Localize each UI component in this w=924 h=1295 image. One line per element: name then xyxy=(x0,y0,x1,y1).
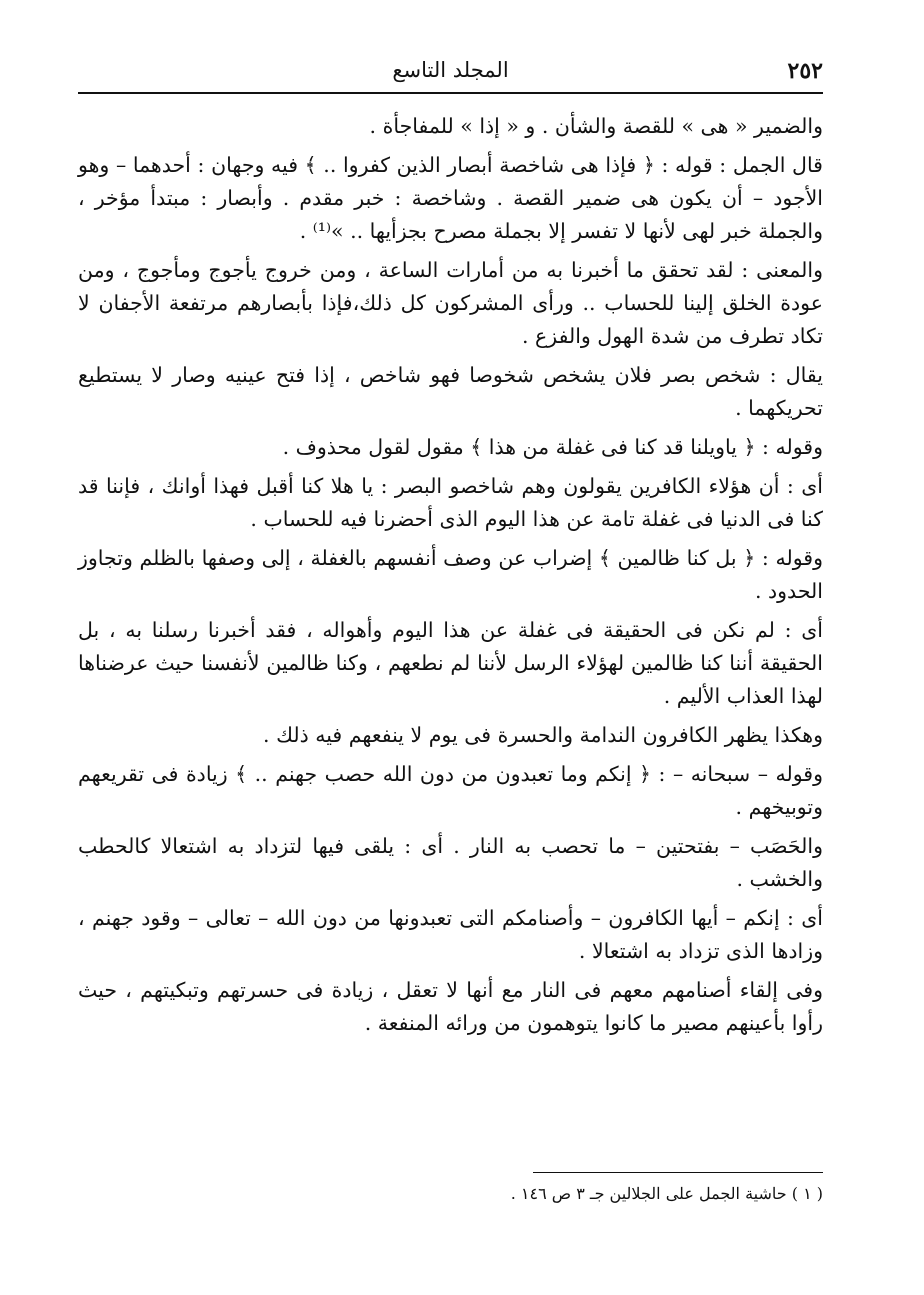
page-number: ٢٥٢ xyxy=(787,58,823,84)
paragraph: والضمير « هى » للقصة والشأن . و « إذا » للمفاجأة . xyxy=(369,114,823,138)
footnote: ( ١ ) حاشية الجمل على الجلالين جـ ٣ ص ١٤٦ . xyxy=(510,1184,823,1203)
paragraph: وهكذا يظهر الكافرون الندامة والحسرة فى يوم لا ينفعهم فيه ذلك . xyxy=(263,723,823,747)
paragraph: وقوله : ﴿ ياويلنا قد كنا فى غفلة من هذا ﴾ مقول لقول محذوف . xyxy=(282,435,823,459)
paragraph: وقوله : ﴿ بل كنا ظالمين ﴾ إضراب عن وصف أنفسهم بالغفلة ، إلى وصفها بالظلم وتجاوز الحدود . xyxy=(78,546,823,603)
paragraph: أى : إنكم – أيها الكافرون – وأصنامكم التى تعبدونها من دون الله – تعالى – وقود جهنم ، وزادها الذى تزداد به اشتعالا . xyxy=(78,906,823,963)
paragraph: أى : أن هؤلاء الكافرين يقولون وهم شاخصو البصر : يا هلا كنا أقبل فهذا أوانك ، فإننا قد كنا فى الدنيا فى غفلة تامة عن هذا اليوم الذى أحضرنا فيه للحساب . xyxy=(78,474,823,531)
document-page xyxy=(78,52,823,1203)
header-rule xyxy=(78,92,823,94)
paragraph: أى : لم نكن فى الحقيقة فى غفلة عن هذا اليوم وأهواله ، فقد أخبرنا رسلنا به ، بل الحقيقة أننا كنا ظالمين لهؤلاء الرسل لأننا لم نطعهم ، وكنا ظالمين لأنفسنا حيث عرضناها لهذا العذاب الأليم . xyxy=(78,618,823,708)
page-header xyxy=(78,52,823,90)
paragraph: والحَصَب – بفتحتين – ما تحصب به النار . أى : يلقى فيها لتزداد به اشتعالا كالحطب والخشب . xyxy=(78,834,823,891)
paragraph: قال الجمل : قوله : ﴿ فإذا هى شاخصة أبصار الذين كفروا .. ﴾ فيه وجهان : أحدهما – وهو الأجود – أن يكون هى ضمير القصة . وشاخصة : خبر مقدم . وأبصار : مبتدأ مؤخر ، والجملة خبر لهى لأنها لا تفسر إلا بجملة مصرح بجزأيها .. »⁽¹⁾ . xyxy=(78,153,823,243)
paragraph: وقوله – سبحانه – : ﴿ إنكم وما تعبدون من دون الله حصب جهنم .. ﴾ زيادة فى تقريعهم وتوبيخهم . xyxy=(78,762,823,819)
body-text xyxy=(78,110,823,1046)
paragraph: وفى إلقاء أصنامهم معهم فى النار مع أنها لا تعقل ، زيادة فى حسرتهم وتبكيتهم ، حيث رأوا بأعينهم مصير ما كانوا يتوهمون من ورائه المنفعة . xyxy=(78,978,823,1035)
paragraph: والمعنى : لقد تحقق ما أخبرنا به من أمارات الساعة ، ومن خروج يأجوج ومأجوج ، ومن عودة الخلق إلينا للحساب .. ورأى المشركون كل ذلك،فإذا بأبصارهم مرتفعة الأجفان لا تكاد تطرف من شدة الهول والفزع . xyxy=(78,258,823,348)
paragraph: يقال : شخص بصر فلان يشخص شخوصا فهو شاخص ، إذا فتح عينيه وصار لا يستطيع تحريكهما . xyxy=(78,363,823,420)
footnote-rule xyxy=(533,1172,823,1173)
running-title: المجلد التاسع xyxy=(392,58,509,82)
